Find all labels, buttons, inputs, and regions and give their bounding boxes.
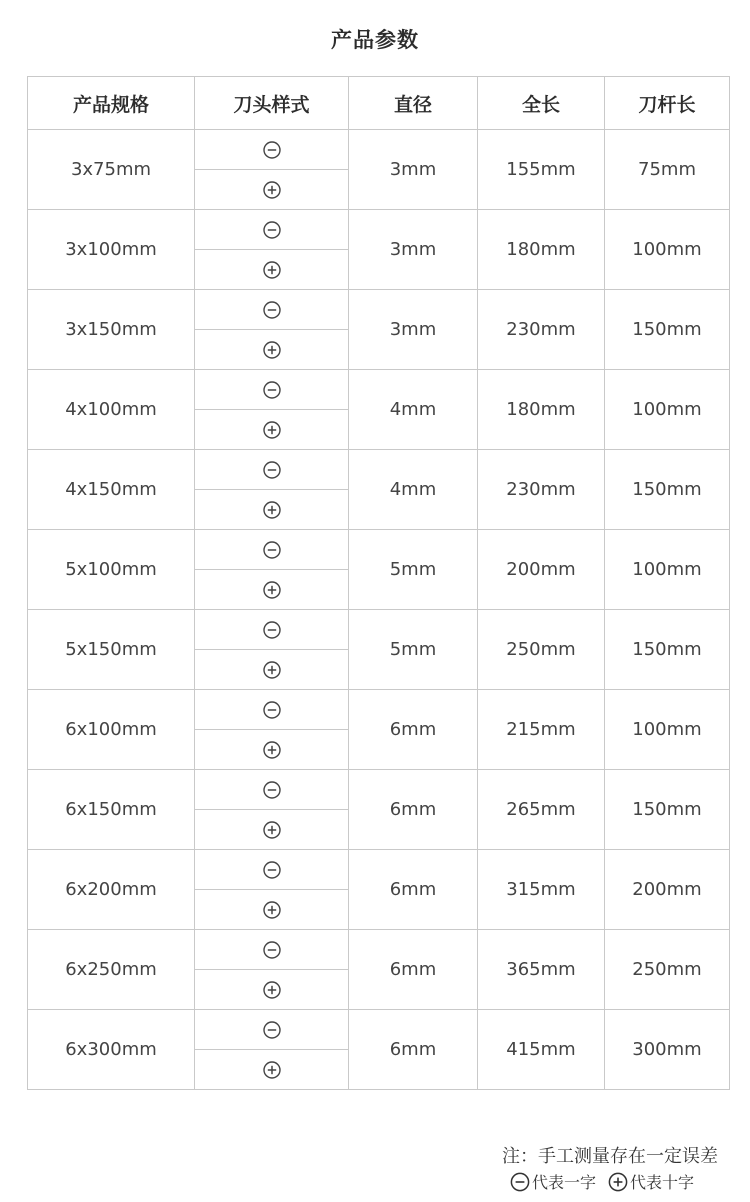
slotted-icon xyxy=(263,1021,281,1039)
table-row xyxy=(28,530,730,570)
phillips-icon xyxy=(263,981,281,999)
diameter-cell: 3mm xyxy=(349,130,478,210)
shank-length-cell: 200mm xyxy=(605,850,730,930)
phillips-icon xyxy=(263,901,281,919)
diameter-cell: 6mm xyxy=(349,1010,478,1090)
phillips-icon xyxy=(263,661,281,679)
legend xyxy=(510,1170,694,1193)
page-title: 产品参数 xyxy=(331,28,419,52)
total-length-cell: 155mm xyxy=(478,130,605,210)
head-style-cell xyxy=(195,610,349,650)
head-style-cell xyxy=(195,490,349,530)
total-length-cell: 265mm xyxy=(478,770,605,850)
phillips-icon xyxy=(263,181,281,199)
table-row xyxy=(28,690,730,730)
shank-length-cell: 100mm xyxy=(605,210,730,290)
head-style-cell xyxy=(195,850,349,890)
phillips-icon xyxy=(263,821,281,839)
shank-length-cell: 250mm xyxy=(605,930,730,1010)
head-style-cell xyxy=(195,970,349,1010)
slotted-icon xyxy=(510,1172,530,1192)
total-length-cell: 415mm xyxy=(478,1010,605,1090)
phillips-icon xyxy=(263,261,281,279)
header-diameter: 直径 xyxy=(349,77,478,130)
spec-cell: 3x150mm xyxy=(28,290,195,370)
diameter-cell: 5mm xyxy=(349,610,478,690)
shank-length-cell: 150mm xyxy=(605,290,730,370)
shank-length-cell: 150mm xyxy=(605,770,730,850)
slotted-icon xyxy=(263,301,281,319)
table-row xyxy=(28,770,730,810)
head-style-cell xyxy=(195,530,349,570)
table-row xyxy=(28,450,730,490)
total-length-cell: 315mm xyxy=(478,850,605,930)
total-length-cell: 200mm xyxy=(478,530,605,610)
head-style-cell xyxy=(195,650,349,690)
head-style-cell xyxy=(195,810,349,850)
measurement-note: 注：手工测量存在一定误差 xyxy=(502,1146,718,1167)
slotted-icon xyxy=(263,941,281,959)
head-style-cell xyxy=(195,290,349,330)
spec-cell: 6x150mm xyxy=(28,770,195,850)
head-style-cell xyxy=(195,730,349,770)
diameter-cell: 5mm xyxy=(349,530,478,610)
diameter-cell: 3mm xyxy=(349,210,478,290)
spec-cell: 6x250mm xyxy=(28,930,195,1010)
head-style-cell xyxy=(195,450,349,490)
total-length-cell: 250mm xyxy=(478,610,605,690)
spec-cell: 6x300mm xyxy=(28,1010,195,1090)
phillips-icon xyxy=(263,421,281,439)
slotted-icon xyxy=(263,221,281,239)
legend-slotted-label: 代表一字 xyxy=(531,1173,596,1192)
head-style-cell xyxy=(195,1050,349,1090)
diameter-cell: 6mm xyxy=(349,770,478,850)
head-style-cell xyxy=(195,690,349,730)
spec-table-body xyxy=(28,130,730,1090)
slotted-icon xyxy=(263,781,281,799)
shank-length-cell: 75mm xyxy=(605,130,730,210)
slotted-icon xyxy=(263,141,281,159)
head-style-cell xyxy=(195,330,349,370)
diameter-cell: 3mm xyxy=(349,290,478,370)
header-row xyxy=(28,77,730,130)
phillips-icon xyxy=(263,501,281,519)
head-style-cell xyxy=(195,130,349,170)
phillips-icon xyxy=(263,341,281,359)
head-style-cell xyxy=(195,370,349,410)
slotted-icon xyxy=(263,701,281,719)
phillips-icon xyxy=(263,741,281,759)
table-row xyxy=(28,610,730,650)
slotted-icon xyxy=(263,861,281,879)
head-style-cell xyxy=(195,570,349,610)
table-row xyxy=(28,210,730,250)
spec-cell: 5x150mm xyxy=(28,610,195,690)
total-length-cell: 230mm xyxy=(478,450,605,530)
spec-cell: 6x100mm xyxy=(28,690,195,770)
legend-phillips-label: 代表十字 xyxy=(629,1173,694,1192)
head-style-cell xyxy=(195,210,349,250)
spec-cell: 3x75mm xyxy=(28,130,195,210)
head-style-cell xyxy=(195,410,349,450)
phillips-icon xyxy=(263,1061,281,1079)
head-style-cell xyxy=(195,250,349,290)
table-row xyxy=(28,930,730,970)
slotted-icon xyxy=(263,541,281,559)
diameter-cell: 6mm xyxy=(349,850,478,930)
table-row xyxy=(28,290,730,330)
shank-length-cell: 150mm xyxy=(605,450,730,530)
table-row xyxy=(28,370,730,410)
diameter-cell: 4mm xyxy=(349,450,478,530)
shank-length-cell: 300mm xyxy=(605,1010,730,1090)
diameter-cell: 4mm xyxy=(349,370,478,450)
spec-cell: 4x100mm xyxy=(28,370,195,450)
head-style-cell xyxy=(195,170,349,210)
header-total-length: 全长 xyxy=(478,77,605,130)
header-shank-length: 刀杆长 xyxy=(605,77,730,130)
spec-cell: 5x100mm xyxy=(28,530,195,610)
total-length-cell: 215mm xyxy=(478,690,605,770)
table-row xyxy=(28,1010,730,1050)
shank-length-cell: 100mm xyxy=(605,530,730,610)
legend-slotted xyxy=(510,1170,596,1193)
diameter-cell: 6mm xyxy=(349,690,478,770)
slotted-icon xyxy=(263,381,281,399)
spec-cell: 4x150mm xyxy=(28,450,195,530)
shank-length-cell: 150mm xyxy=(605,610,730,690)
header-head-style: 刀头样式 xyxy=(195,77,349,130)
head-style-cell xyxy=(195,1010,349,1050)
shank-length-cell: 100mm xyxy=(605,690,730,770)
legend-phillips xyxy=(608,1170,694,1193)
total-length-cell: 180mm xyxy=(478,370,605,450)
header-spec: 产品规格 xyxy=(28,77,195,130)
shank-length-cell: 100mm xyxy=(605,370,730,450)
total-length-cell: 230mm xyxy=(478,290,605,370)
total-length-cell: 180mm xyxy=(478,210,605,290)
diameter-cell: 6mm xyxy=(349,930,478,1010)
phillips-icon xyxy=(608,1172,628,1192)
head-style-cell xyxy=(195,770,349,810)
spec-cell: 3x100mm xyxy=(28,210,195,290)
spec-table xyxy=(27,76,730,1090)
spec-cell: 6x200mm xyxy=(28,850,195,930)
phillips-icon xyxy=(263,581,281,599)
head-style-cell xyxy=(195,930,349,970)
slotted-icon xyxy=(263,461,281,479)
table-row xyxy=(28,130,730,170)
slotted-icon xyxy=(263,621,281,639)
total-length-cell: 365mm xyxy=(478,930,605,1010)
head-style-cell xyxy=(195,890,349,930)
table-row xyxy=(28,850,730,890)
